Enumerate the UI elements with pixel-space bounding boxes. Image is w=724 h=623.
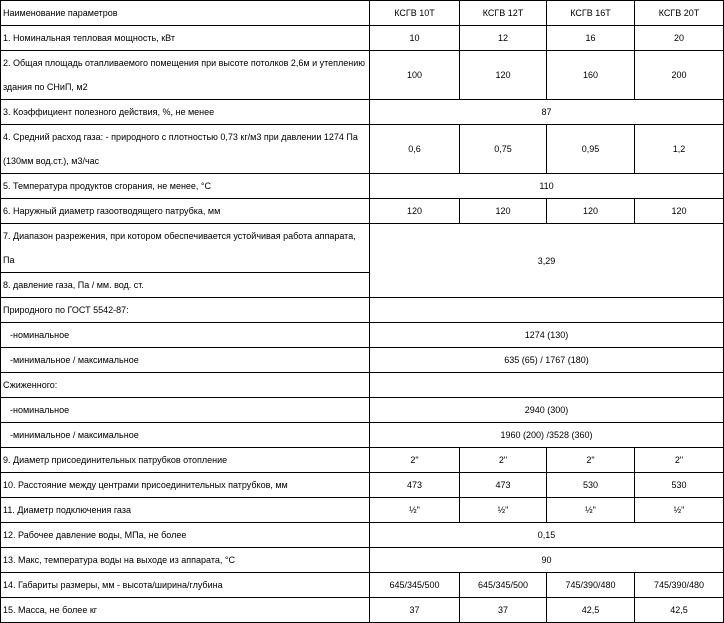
cell-value: 37 bbox=[460, 598, 547, 623]
table-row bbox=[1, 473, 724, 498]
section-label: Природного по ГОСТ 5542-87: bbox=[1, 298, 370, 323]
row-label: 11. Диаметр подключения газа bbox=[1, 498, 370, 523]
table-row bbox=[1, 174, 724, 199]
row-label: 12. Рабочее давление воды, МПа, не более bbox=[1, 523, 370, 548]
row-label: 6. Наружный диаметр газоотводящего патрубка, мм bbox=[1, 199, 370, 224]
cell-value: 530 bbox=[635, 473, 724, 498]
table-row bbox=[1, 398, 724, 423]
merged-value: 635 (65) / 1767 (180) bbox=[370, 348, 724, 373]
table-row bbox=[1, 298, 724, 323]
merged-value: 3,29 bbox=[370, 224, 724, 298]
cell-value: 12 bbox=[460, 26, 547, 51]
cell-value: 2" bbox=[460, 448, 547, 473]
table-row bbox=[1, 373, 724, 398]
cell-value: 42,5 bbox=[547, 598, 635, 623]
cell-value: 2" bbox=[635, 448, 724, 473]
row-label: 1. Номинальная тепловая мощность, кВт bbox=[1, 26, 370, 51]
cell-value: 160 bbox=[547, 51, 635, 100]
empty-cell bbox=[370, 373, 724, 398]
cell-value: 0,6 bbox=[370, 125, 460, 174]
merged-value: 110 bbox=[370, 174, 724, 199]
cell-value: 120 bbox=[547, 199, 635, 224]
row-label bbox=[1, 51, 370, 100]
cell-value: 745/390/480 bbox=[547, 573, 635, 598]
merged-value: 87 bbox=[370, 100, 724, 125]
cell-value: 120 bbox=[460, 51, 547, 100]
cell-value: 200 bbox=[635, 51, 724, 100]
table-row bbox=[1, 448, 724, 473]
cell-value: 37 bbox=[370, 598, 460, 623]
merged-value: 0,15 bbox=[370, 523, 724, 548]
cell-value: 0,95 bbox=[547, 125, 635, 174]
table-row bbox=[1, 199, 724, 224]
cell-value: 2" bbox=[547, 448, 635, 473]
header-model: КСГВ 12Т bbox=[460, 1, 547, 26]
table-row bbox=[1, 523, 724, 548]
cell-value: 16 bbox=[547, 26, 635, 51]
cell-value: 473 bbox=[460, 473, 547, 498]
cell-value: 473 bbox=[370, 473, 460, 498]
cell-value: 645/345/500 bbox=[460, 573, 547, 598]
table-row bbox=[1, 51, 724, 100]
table-row bbox=[1, 26, 724, 51]
header-model: КСГВ 20Т bbox=[635, 1, 724, 26]
cell-value: 120 bbox=[460, 199, 547, 224]
row-label: 10. Расстояние между центрами присоединительных патрубков, мм bbox=[1, 473, 370, 498]
row-label: 3. Коэффициент полезного действия, %, не менее bbox=[1, 100, 370, 125]
merged-value: 1960 (200) /3528 (360) bbox=[370, 423, 724, 448]
row-label: 7. Диапазон разрежения, при котором обеспечивается устойчивая работа аппарата, Па bbox=[1, 224, 370, 273]
row-label: 13. Макс, температура воды на выходе из аппарата, °С bbox=[1, 548, 370, 573]
row-label: -минимальное / максимальное bbox=[1, 423, 370, 448]
cell-value: 1,2 bbox=[635, 125, 724, 174]
row-label: 15. Масса, не более кг bbox=[1, 598, 370, 623]
cell-value: 530 bbox=[547, 473, 635, 498]
cell-value: 745/390/480 bbox=[635, 573, 724, 598]
table-row bbox=[1, 598, 724, 623]
empty-cell bbox=[370, 298, 724, 323]
cell-value: 0,75 bbox=[460, 125, 547, 174]
cell-value: 645/345/500 bbox=[370, 573, 460, 598]
row-label-line: здания по СНиП, м2 bbox=[3, 82, 88, 92]
table-row bbox=[1, 498, 724, 523]
cell-value: 10 bbox=[370, 26, 460, 51]
row-label: 9. Диаметр присоединительных патрубков отопление bbox=[1, 448, 370, 473]
table-row bbox=[1, 573, 724, 598]
table-row bbox=[1, 548, 724, 573]
row-label bbox=[1, 125, 370, 174]
merged-value: 2940 (300) bbox=[370, 398, 724, 423]
cell-value: 42,5 bbox=[635, 598, 724, 623]
cell-value: 2" bbox=[370, 448, 460, 473]
cell-value: 20 bbox=[635, 26, 724, 51]
cell-value: 120 bbox=[635, 199, 724, 224]
row-label: 14. Габариты размеры, мм - высота/ширина/глубина bbox=[1, 573, 370, 598]
row-label-line: 2. Общая площадь отапливаемого помещения при высоте потолков 2,6м и утеплению bbox=[3, 58, 366, 68]
header-model: КСГВ 10Т bbox=[370, 1, 460, 26]
cell-value: 120 bbox=[370, 199, 460, 224]
table-row bbox=[1, 125, 724, 174]
table-row bbox=[1, 323, 724, 348]
cell-value: 100 bbox=[370, 51, 460, 100]
row-label: 5. Температура продуктов сгорания, не менее, °С bbox=[1, 174, 370, 199]
table-row bbox=[1, 224, 724, 273]
cell-value: ½" bbox=[547, 498, 635, 523]
row-label: -номинальное bbox=[1, 398, 370, 423]
merged-value: 90 bbox=[370, 548, 724, 573]
row-label: 8. давление газа, Па / мм. вод. ст. bbox=[1, 273, 370, 298]
row-label: -минимальное / максимальное bbox=[1, 348, 370, 373]
row-label-line: 4. Средний расход газа: - природного с плотностью 0,73 кг/м3 при давлении 1274 Па bbox=[3, 132, 358, 142]
cell-value: ½" bbox=[370, 498, 460, 523]
table-row bbox=[1, 100, 724, 125]
cell-value: ½" bbox=[635, 498, 724, 523]
table-row bbox=[1, 348, 724, 373]
header-param: Наименование параметров bbox=[1, 1, 370, 26]
header-model: КСГВ 16Т bbox=[547, 1, 635, 26]
header-row bbox=[1, 1, 724, 26]
merged-value: 1274 (130) bbox=[370, 323, 724, 348]
table-row bbox=[1, 423, 724, 448]
section-label: Сжиженного: bbox=[1, 373, 370, 398]
cell-value: ½" bbox=[460, 498, 547, 523]
row-label: -номинальное bbox=[1, 323, 370, 348]
row-label-line: (130мм вод.ст.), м3/час bbox=[3, 156, 100, 166]
